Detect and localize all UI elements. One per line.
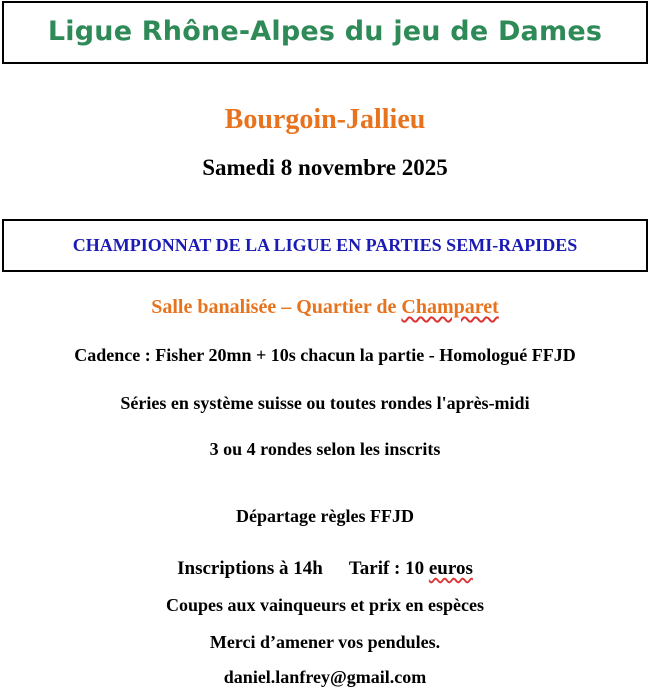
championship-title: CHAMPIONNAT DE LA LIGUE EN PARTIES SEMI-RAPIDES — [72, 235, 578, 255]
event-date: Samedi 8 novembre 2025 — [202, 155, 448, 180]
league-title-box — [2, 1, 648, 64]
fee-label: Tarif : 10 — [348, 558, 429, 579]
clocks-request: Merci d’amener vos pendules. — [209, 632, 441, 652]
registration-fee-line — [0, 558, 650, 580]
contact-email[interactable]: daniel.lanfrey@gmail.com — [223, 667, 427, 687]
tiebreak-rules: Départage règles FFJD — [236, 506, 414, 526]
league-title: Ligue Rhône-Alpes du jeu de Dames — [47, 16, 603, 47]
registration-time: Inscriptions à 14h — [177, 558, 323, 579]
fee-unit: euros — [428, 558, 473, 579]
prizes-info: Coupes aux vainqueurs et prix en espèces — [165, 595, 484, 615]
time-control: Cadence : Fisher 20mn + 10s chacun la partie - Homologué FFJD — [74, 345, 576, 365]
venue-place: Champaret — [401, 296, 499, 318]
venue — [0, 296, 650, 319]
event-city: Bourgoin-Jallieu — [224, 104, 426, 135]
series-format: Séries en système suisse ou toutes rondes l'après-midi — [120, 393, 530, 413]
championship-box — [2, 219, 648, 272]
venue-prefix: Salle banalisée – Quartier de — [151, 296, 402, 318]
rounds-info: 3 ou 4 rondes selon les inscrits — [209, 439, 441, 459]
